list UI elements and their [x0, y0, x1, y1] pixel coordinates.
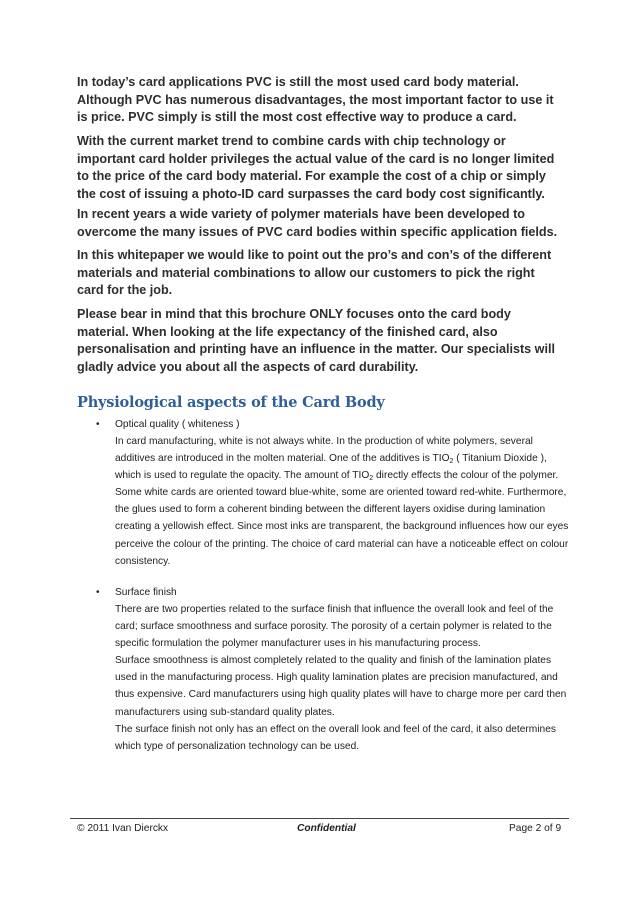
- footer-page-number: Page 2 of 9: [509, 823, 562, 834]
- footer-confidential: Confidential: [297, 823, 356, 834]
- surface-paragraph-3: The surface finish not only has an effect on the overall look and feel of the card, it also determines which type of personalization technology can be used.: [115, 723, 556, 752]
- surface-paragraph-1: There are two properties related to the surface finish that influence the overall look and feel of the card; surface smoothness and surface porosity. The porosity of a certain polymer is related to the specific formulation the polymer manufacturer uses in his manufacturing process.: [115, 604, 554, 650]
- intro-paragraph-5: Please bear in mind that this brochure ONLY focuses onto the card body material. When looking at the life expectancy of the finished card, also personalisation and printing have an influence in the matter. Our specialists will gladly advice you about all the aspects of card durability.: [77, 307, 555, 374]
- optical-quality-text: [115, 433, 570, 570]
- intro-paragraph-4: In this whitepaper we would like to point out the pro’s and con’s of the different materials and material combinations to allow our customers to pick the right card for the job.: [77, 248, 552, 297]
- surface-paragraph-2: Surface smoothness is almost completely related to the quality and finish of the lamination plates used in the manufacturing process. High quality lamination plates are precision manufactured, and thus expensive. Card manufacturers using high quality plates will have to charge more per card then manufacturers using sub-standard quality plates.: [115, 655, 567, 718]
- intro-paragraph-1: In today’s card applications PVC is still the most used card body material. Although PVC has numerous disadvantages, the most important factor to use it is price. PVC simply is still the most cost effective way to produce a card.: [77, 75, 554, 124]
- footer-copyright: © 2011 Ivan Dierckx: [77, 823, 169, 834]
- bullet-title-surface-finish: Surface finish: [115, 587, 177, 598]
- bullet-title-optical-quality: Optical quality ( whiteness ): [115, 419, 240, 430]
- section-heading: Physiological aspects of the Card Body: [77, 394, 385, 411]
- bullet-icon: •: [96, 587, 100, 598]
- optical-line-3: directly effects the colour of the polymer. Some white cards are oriented toward blue-white, some are oriented toward red-white. Furthermore, the glues used to form a coherent binding between the different layers oxidise during lamination creating a yellowish effect. Since most inks are transparent, the background influences how our eyes perceive the colour of the printing. The choice of card material can have a noticeable effect on colour consistency.: [115, 470, 569, 567]
- tio2-term: $TIO_2$: [432, 453, 454, 466]
- optical-line-2: ( Titanium Dioxide ), which is used to regulate the opacity. The amount of: [115, 453, 547, 482]
- intro-paragraph-3: In recent years a wide variety of polymer materials have been developed to overcome the many issues of PVC card bodies within specific application fields.: [77, 207, 558, 239]
- optical-line-1: In card manufacturing, white is not always white. In the production of white polymers, several additives are introduced in the molten material. One of the additives is: [115, 436, 533, 465]
- intro-paragraph-2: With the current market trend to combine cards with chip technology or important card holder privileges the actual value of the card is no longer limited to the price of the card body material. For example the cost of a chip or simply the cost of issuing a photo-ID card surpasses the card body cost significantly.: [77, 134, 555, 201]
- footer-divider: [70, 818, 569, 819]
- surface-finish-text: [115, 601, 570, 755]
- bullet-icon: •: [96, 419, 100, 430]
- tio2-term-2: $TIO_2$: [352, 470, 374, 483]
